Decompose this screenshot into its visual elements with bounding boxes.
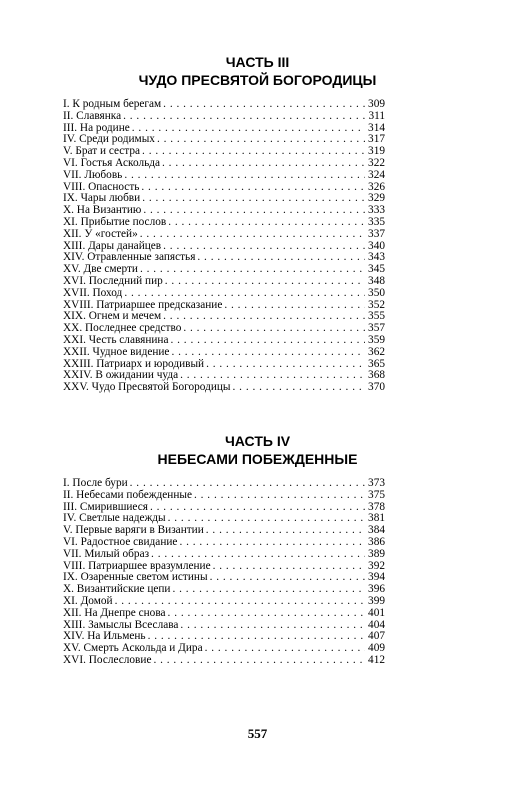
chapter-title: VIII. Патриаршее вразумление [63, 559, 211, 572]
dot-leader [115, 596, 365, 608]
chapter-page-number: 389 [368, 547, 385, 560]
chapter-page-number: 365 [368, 357, 385, 370]
toc-entry [63, 217, 385, 229]
dot-leader [183, 323, 365, 335]
chapter-page-number: 404 [368, 618, 385, 631]
chapter-title: V. Брат и сестра [63, 145, 141, 158]
chapter-page-number: 381 [368, 512, 385, 525]
dot-leader [151, 549, 365, 561]
dot-leader [165, 276, 365, 288]
dot-leader [194, 490, 365, 502]
dot-leader [142, 146, 365, 158]
chapter-page-number: 407 [368, 630, 385, 643]
toc-entry [63, 382, 385, 394]
chapter-title: IV. Среди родимых [63, 133, 155, 146]
chapter-title: XXIII. Патриарх и юродивый [63, 357, 205, 370]
dot-leader [124, 170, 365, 182]
toc-entry [63, 111, 385, 123]
dot-leader [168, 608, 366, 620]
dot-leader [123, 111, 365, 123]
chapter-page-number: 373 [368, 477, 385, 489]
chapter-page-number: 335 [368, 215, 385, 228]
part4-title: НЕБЕСАМИ ПОБЕЖДЕННЫЕ [157, 451, 358, 467]
toc-entry [63, 276, 385, 288]
chapter-page-number: 345 [368, 263, 385, 276]
chapter-title: III. На родине [63, 121, 130, 134]
dot-leader [132, 123, 365, 135]
toc-entry [63, 158, 385, 170]
chapter-title: XXII. Чудное видение [63, 345, 170, 358]
part3-label: ЧАСТЬ III [225, 54, 290, 70]
dot-leader [172, 584, 365, 596]
chapter-title: XVII. Поход [63, 286, 123, 299]
dot-leader [168, 217, 365, 229]
dot-leader [140, 264, 365, 276]
toc-entry [63, 170, 385, 182]
dot-leader [205, 643, 365, 655]
dot-leader [141, 182, 365, 194]
dot-leader [213, 561, 365, 573]
chapter-page-number: 412 [368, 653, 385, 666]
dot-leader [142, 193, 365, 205]
chapter-title: X. Византийские цепи [63, 583, 171, 596]
chapter-page-number: 409 [368, 642, 385, 655]
chapter-page-number: 399 [368, 594, 385, 607]
dot-leader [157, 134, 365, 146]
chapter-page-number: 343 [368, 251, 385, 264]
chapter-page-number: 322 [368, 156, 385, 169]
dot-leader [140, 229, 365, 241]
chapter-page-number: 378 [368, 500, 385, 513]
chapter-title: VI. Гостья Аскольда [63, 156, 161, 169]
chapter-page-number: 401 [368, 606, 385, 619]
chapter-page-number: 333 [368, 204, 385, 217]
dot-leader [143, 205, 365, 217]
dot-leader [197, 252, 365, 264]
chapter-page-number: 370 [368, 381, 385, 394]
chapter-title: V. Первые варяги в Византии [63, 524, 204, 537]
chapter-title: XX. Последнее средство [63, 322, 182, 335]
chapter-page-number: 319 [368, 145, 385, 158]
chapter-page-number: 394 [368, 571, 385, 584]
dot-leader [180, 620, 365, 632]
toc-entry [63, 596, 385, 608]
chapter-title: XV. Смерть Аскольда и Дира [63, 642, 203, 655]
chapter-title: III. Смирившиеся [63, 500, 148, 513]
chapter-title: VIII. Опасность [63, 180, 140, 193]
chapter-page-number: 326 [368, 180, 385, 193]
chapter-page-number: 386 [368, 535, 385, 548]
chapter-title: I. К родным берегам [63, 98, 162, 110]
chapter-page-number: 317 [368, 133, 385, 146]
chapter-title: I. После бури [63, 477, 128, 489]
chapter-page-number: 392 [368, 559, 385, 572]
chapter-title: XIII. Замыслы Всеслава [63, 618, 179, 631]
chapter-title: XIV. На Ильмень [63, 630, 146, 643]
toc-entry [63, 655, 385, 667]
chapter-page-number: 396 [368, 583, 385, 596]
chapter-title: XXV. Чудо Пресвятой Богородицы [63, 381, 231, 394]
part3-title: ЧУДО ПРЕСВЯТОЙ БОГОРОДИЦЫ [138, 72, 377, 88]
toc-entry [63, 608, 385, 620]
dot-leader [233, 382, 366, 394]
chapter-page-number: 357 [368, 322, 385, 335]
chapter-title: XXI. Честь славянина [63, 333, 169, 346]
chapter-page-number: 329 [368, 192, 385, 205]
chapter-page-number: 352 [368, 298, 385, 311]
chapter-title: II. Небесами побежденные [63, 488, 192, 501]
chapter-title: XVI. Послесловие [63, 653, 152, 666]
chapter-page-number: 375 [368, 488, 385, 501]
chapter-title: XXIV. В ожидании чуда [63, 369, 179, 382]
part4-contents-list [63, 478, 385, 667]
chapter-title: XIV. Отравленные запястья [63, 251, 196, 264]
chapter-title: XIII. Дары данайцев [63, 239, 162, 252]
chapter-title: XII. На Днепре снова [63, 606, 166, 619]
dot-leader [179, 537, 365, 549]
chapter-title: II. Славянка [63, 109, 122, 122]
part4-label: ЧАСТЬ IV [224, 433, 291, 449]
dot-leader [162, 158, 365, 170]
dot-leader [163, 311, 365, 323]
chapter-page-number: 314 [368, 121, 385, 134]
chapter-title: XVI. Последний пир [63, 274, 163, 287]
toc-entry [63, 490, 385, 502]
dot-leader [206, 525, 365, 537]
chapter-title: IX. Чары любви [63, 192, 141, 205]
chapter-page-number: 324 [368, 168, 385, 181]
chapter-page-number: 350 [368, 286, 385, 299]
toc-entry [63, 537, 385, 549]
chapter-title: VI. Радостное свидание [63, 535, 178, 548]
chapter-title: IX. Озаренные светом истины [63, 571, 208, 584]
chapter-page-number: 337 [368, 227, 385, 240]
dot-leader [224, 300, 365, 312]
chapter-page-number: 340 [368, 239, 385, 252]
chapter-title: XII. У «гостей» [63, 227, 138, 240]
chapter-title: X. На Византию [63, 204, 142, 217]
dot-leader [124, 288, 365, 300]
toc-entry [63, 229, 385, 241]
dot-leader [150, 502, 365, 514]
chapter-title: XVIII. Патриаршее предсказание [63, 298, 223, 311]
toc-entry [63, 288, 385, 300]
chapter-page-number: 362 [368, 345, 385, 358]
chapter-title: XIX. Огнем и мечем [63, 310, 162, 323]
chapter-page-number: 384 [368, 524, 385, 537]
chapter-title: XV. Две смерти [63, 263, 138, 276]
part3-contents-list [63, 99, 385, 394]
chapter-page-number: 359 [368, 333, 385, 346]
chapter-title: IV. Светлые надежды [63, 512, 166, 525]
chapter-title: VII. Милый образ [63, 547, 150, 560]
toc-entry [63, 549, 385, 561]
dot-leader [171, 335, 366, 347]
chapter-page-number: 309 [368, 98, 385, 110]
toc-entry [63, 347, 385, 359]
toc-entry [63, 335, 385, 347]
chapter-page-number: 348 [368, 274, 385, 287]
dot-leader [163, 99, 365, 111]
dot-leader [171, 347, 365, 359]
chapter-page-number: 311 [368, 109, 385, 122]
chapter-title: XI. Прибытие послов [63, 215, 167, 228]
chapter-page-number: 355 [368, 310, 385, 323]
chapter-title: VII. Любовь [63, 168, 123, 181]
page-number: 557 [247, 726, 268, 741]
chapter-title: XI. Домой [63, 594, 113, 607]
dot-leader [153, 655, 365, 667]
chapter-page-number: 368 [368, 369, 385, 382]
dot-leader [210, 572, 365, 584]
dot-leader [206, 359, 365, 371]
